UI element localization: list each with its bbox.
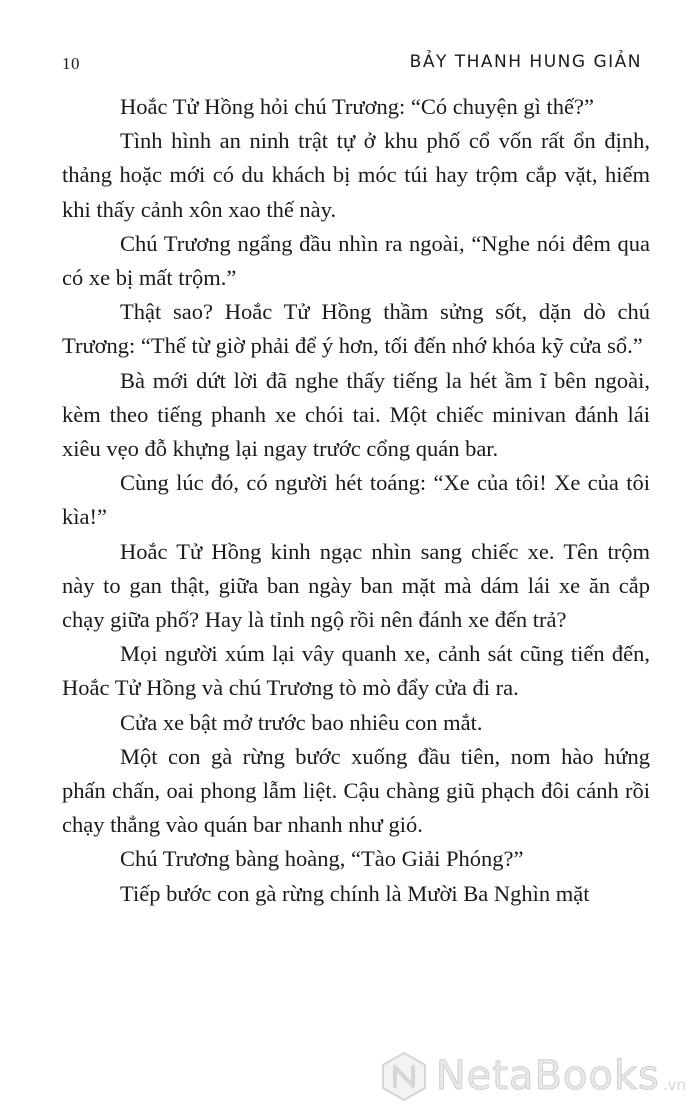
running-title: BẢY THANH HUNG GIẢN (409, 52, 642, 72)
watermark-brand: NetaBooks (435, 1053, 660, 1099)
paragraph: Thật sao? Hoắc Tử Hồng thầm sửng sốt, dặn dò chú Trương: “Thế từ giờ phải để ý hơn, tối đến nhớ khóa kỹ cửa sổ.” (62, 299, 650, 359)
paragraph: Chú Trương bàng hoàng, “Tào Giải Phóng?” (120, 846, 524, 872)
page-number: 10 (62, 54, 80, 73)
paragraph: Tiếp bước con gà rừng chính là Mười Ba Nghìn mặt (120, 880, 590, 906)
watermark-suffix: .vn (662, 1076, 686, 1094)
paragraph: Mọi người xúm lại vây quanh xe, cảnh sát cũng tiến đến, Hoắc Tử Hồng và chú Trương tò mò đẩy cửa đi ra. (62, 641, 650, 701)
paragraph: Cùng lúc đó, có người hét toáng: “Xe của tôi! Xe của tôi kìa!” (62, 470, 650, 530)
paragraph: Tình hình an ninh trật tự ở khu phố cổ vốn rất ổn định, thảng hoặc mới có du khách bị móc túi hay trộm cắp vặt, hiếm khi thấy cảnh xôn xao thế này. (62, 128, 650, 222)
paragraph: Hoắc Tử Hồng hỏi chú Trương: “Có chuyện gì thế?” (120, 94, 594, 119)
watermark (378, 1050, 686, 1102)
paragraph: Hoắc Tử Hồng kinh ngạc nhìn sang chiếc xe. Tên trộm này to gan thật, giữa ban ngày ban mặt mà dám lái xe ăn cắp chạy giữa phố? Hay là tỉnh ngộ rồi nên đánh xe đến trả? (62, 538, 650, 633)
paragraph: Cửa xe bật mở trước bao nhiêu con mắt. (120, 709, 483, 735)
paragraph: Một con gà rừng bước xuống đầu tiên, nom hào hứng phấn chấn, oai phong lẫm liệt. Cậu chàng giũ phạch đôi cánh rồi chạy thẳng vào quán bar nhanh như gió. (62, 743, 650, 838)
body-text (62, 90, 650, 911)
netabooks-logo-icon (378, 1050, 430, 1102)
paragraph: Bà mới dứt lời đã nghe thấy tiếng la hét ầm ĩ bên ngoài, kèm theo tiếng phanh xe chói tai. Một chiếc minivan đánh lái xiêu vẹo đỗ khựng lại ngay trước cổng quán bar. (62, 367, 650, 462)
paragraph: Chú Trương ngẩng đầu nhìn ra ngoài, “Nghe nói đêm qua có xe bị mất trộm.” (62, 230, 650, 291)
